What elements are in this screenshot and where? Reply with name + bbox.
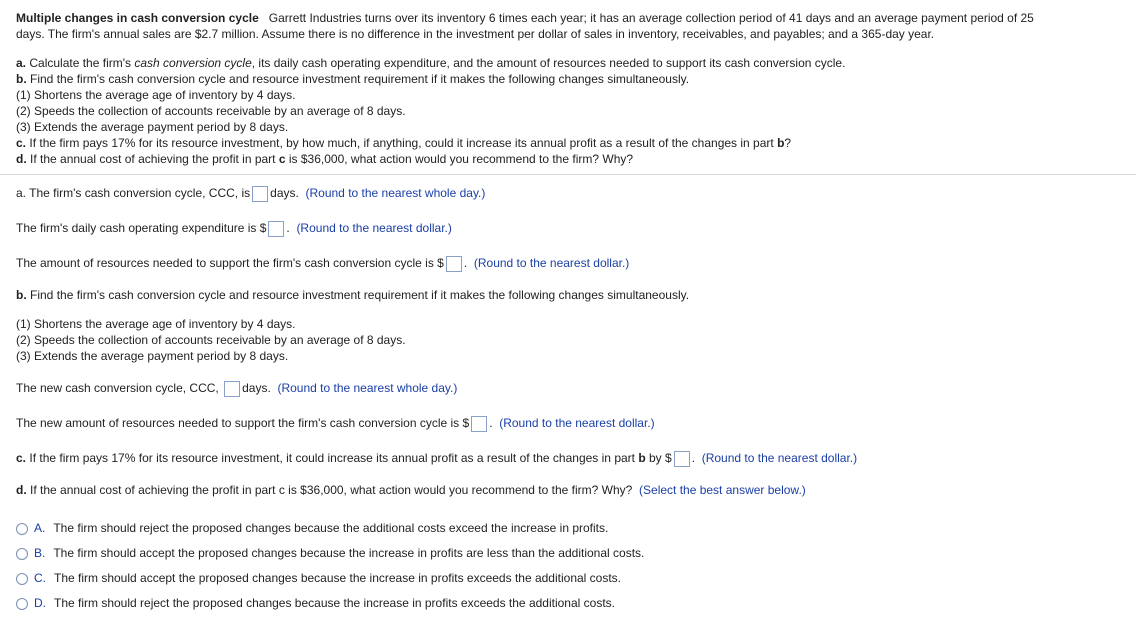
part-a-text-pre: Calculate the firm's: [29, 56, 135, 70]
intro-text-1: Garrett Industries turns over its inventory 6 times each year; it has an average collection period of 41 days and an average payment period of 25: [268, 11, 1034, 25]
answer-d: [16, 483, 806, 497]
option-b[interactable]: [16, 546, 644, 560]
new-ccc-label: The new cash conversion cycle, CCC,: [16, 381, 219, 395]
part-d-text-bold: c: [278, 152, 286, 166]
new-ccc-input[interactable]: [224, 381, 240, 397]
option-c-text: The firm should accept the proposed changes because the increase in profits exceeds the additional costs.: [54, 571, 622, 585]
part-c-statement: [16, 136, 791, 150]
answer-c-hint: (Round to the nearest dollar.): [701, 451, 858, 465]
intro-line-2: days. The firm's annual sales are $2.7 million. Assume there is no difference in the investment per dollar of sales in inventory, receivables, and payables; and a 365-day year.: [16, 27, 935, 41]
part-a-text-italic: cash conversion cycle: [134, 56, 252, 70]
ccc-input[interactable]: [252, 186, 268, 202]
daily-expenditure-hint: (Round to the nearest dollar.): [296, 221, 452, 235]
option-b-letter: B.: [34, 546, 46, 560]
answer-c-label: c.: [16, 451, 27, 465]
option-a-radio[interactable]: [16, 523, 28, 535]
answer-c-text-bold: b: [638, 451, 646, 465]
option-c-radio[interactable]: [16, 573, 28, 585]
change-2: (2) Speeds the collection of accounts receivable by an average of 8 days.: [16, 104, 406, 118]
answer-change-1: (1) Shortens the average age of inventory by 4 days.: [16, 317, 296, 331]
part-d-text-post: is $36,000, what action would you recommend to the firm? Why?: [285, 152, 634, 166]
part-a-text-post: , its daily cash operating expenditure, and the amount of resources needed to support its cash conversion cycle.: [251, 56, 846, 70]
option-a-text: The firm should reject the proposed changes because the additional costs exceed the increase in profits.: [53, 521, 609, 535]
daily-expenditure-label: The firm's daily cash operating expenditure is $: [16, 221, 267, 235]
resources-label: The amount of resources needed to support the firm's cash conversion cycle is $: [16, 256, 444, 270]
answer-change-2: (2) Speeds the collection of accounts receivable by an average of 8 days.: [16, 333, 406, 347]
part-c-text-bold: b: [777, 136, 785, 150]
answer-b-text: Find the firm's cash conversion cycle and resource investment requirement if it makes the following changes simultaneously.: [30, 288, 690, 302]
answer-b-label: b.: [16, 288, 27, 302]
profit-increase-input[interactable]: [674, 451, 690, 467]
answer-resources: The amount of resources needed to support the firm's cash conversion cycle is $ . (Round to the nearest dollar.): [16, 256, 630, 270]
answer-a-ccc-unit: days.: [270, 186, 299, 200]
option-b-radio[interactable]: [16, 548, 28, 560]
new-resources-label: The new amount of resources needed to support the firm's cash conversion cycle is $: [16, 416, 470, 430]
answer-c-text-pre: If the firm pays 17% for its resource investment, it could increase its annual profit as a result of the changes in part: [29, 451, 639, 465]
option-d[interactable]: [16, 596, 615, 610]
part-d-label: d.: [16, 152, 27, 166]
answer-c-text-post: by $: [645, 451, 672, 465]
option-b-text: The firm should accept the proposed changes because the increase in profits are less than the additional costs.: [53, 546, 645, 560]
answer-d-hint: (Select the best answer below.): [639, 483, 806, 497]
part-a-label: a.: [16, 56, 27, 70]
part-c-label: c.: [16, 136, 27, 150]
part-d-statement: [16, 152, 633, 166]
change-3: (3) Extends the average payment period by 8 days.: [16, 120, 289, 134]
answer-change-3: (3) Extends the average payment period by 8 days.: [16, 349, 289, 363]
part-c-text-pre: If the firm pays 17% for its resource investment, by how much, if anything, could it increase its annual profit as a result of the changes in part: [29, 136, 778, 150]
new-ccc-hint: (Round to the nearest whole day.): [277, 381, 458, 395]
option-c-letter: C.: [34, 571, 46, 585]
answer-daily-expenditure: The firm's daily cash operating expenditure is $ . (Round to the nearest dollar.): [16, 221, 452, 235]
option-d-letter: D.: [34, 596, 46, 610]
option-c[interactable]: [16, 571, 621, 585]
option-a[interactable]: [16, 521, 608, 535]
change-1: (1) Shortens the average age of inventory by 4 days.: [16, 88, 296, 102]
part-d-text-pre: If the annual cost of achieving the profit in part: [30, 152, 279, 166]
option-d-text: The firm should reject the proposed changes because the increase in profits exceeds the additional costs.: [54, 596, 615, 610]
divider: [0, 174, 1136, 175]
answer-a-ccc-hint: (Round to the nearest whole day.): [305, 186, 486, 200]
answer-new-resources: The new amount of resources needed to support the firm's cash conversion cycle is $ . (Round to the nearest dollar.): [16, 416, 655, 430]
new-ccc-unit: days.: [242, 381, 271, 395]
option-a-letter: A.: [34, 521, 46, 535]
new-resources-input[interactable]: [471, 416, 487, 432]
intro-line-1: [16, 11, 1034, 25]
answer-d-text: If the annual cost of achieving the profit in part c is $36,000, what action would you recommend to the firm? Why?: [30, 483, 633, 497]
part-a-statement: [16, 56, 845, 70]
option-d-radio[interactable]: [16, 598, 28, 610]
part-b-statement: [16, 72, 689, 86]
answer-b-statement: [16, 288, 689, 302]
part-b-text: Find the firm's cash conversion cycle and resource investment requirement if it makes the following changes simultaneously.: [30, 72, 690, 86]
resources-input[interactable]: [446, 256, 462, 272]
answer-c: c. If the firm pays 17% for its resource investment, it could increase its annual profit as a result of the changes in part b by $ . (Round to the nearest dollar.): [16, 451, 858, 465]
daily-expenditure-input[interactable]: [268, 221, 284, 237]
answer-d-label: d.: [16, 483, 27, 497]
answer-new-ccc: [16, 379, 457, 397]
new-resources-hint: (Round to the nearest dollar.): [499, 416, 655, 430]
part-c-text-post: ?: [784, 136, 792, 150]
resources-hint: (Round to the nearest dollar.): [473, 256, 630, 270]
answer-a-ccc: [16, 184, 485, 202]
answer-a-ccc-label: a. The firm's cash conversion cycle, CCC, is: [16, 186, 251, 200]
problem-title: Multiple changes in cash conversion cycle: [16, 11, 259, 25]
part-b-label: b.: [16, 72, 27, 86]
